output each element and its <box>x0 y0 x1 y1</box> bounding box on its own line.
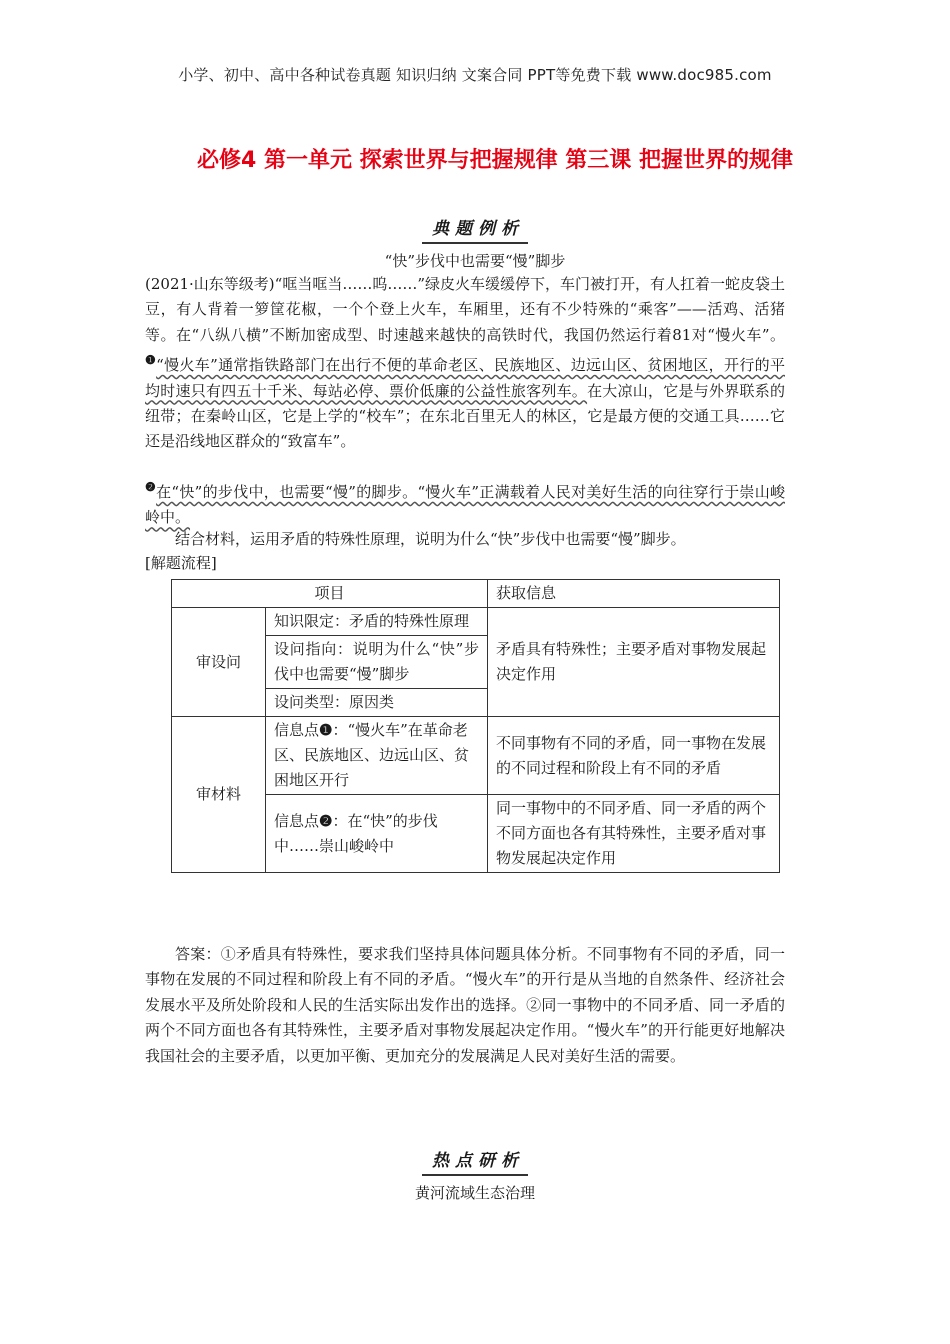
table-cell: 设问类型：原因类 <box>266 689 488 717</box>
hotspot-subtitle: 黄河流域生态治理 <box>414 1184 535 1202</box>
info-point-text: ：在“快”的步伐中……崇山峻岭中 <box>274 811 438 855</box>
category-material: 审材料 <box>172 717 266 873</box>
table-cell <box>266 795 488 873</box>
info-point-text: ：“慢火车”在革命老区、民族地区、边远山区、贫困地区开行 <box>274 721 470 789</box>
page-title: 必修4 第一单元 探索世界与把握规律 第三课 把握世界的规律 <box>197 148 793 173</box>
table-header-row <box>172 580 780 608</box>
table-cell-info: 不同事物有不同的矛盾，同一事物在发展的不同过程和阶段上有不同的矛盾 <box>488 717 780 795</box>
table-row <box>172 717 780 795</box>
info-point-label: 信息点 <box>274 721 320 739</box>
table-cell-info: 同一事物中的不同矛盾、同一矛盾的两个不同方面也各有其特殊性，主要矛盾对事物发展起决定作用 <box>488 795 780 873</box>
category-question: 审设问 <box>172 608 266 717</box>
circled-1-icon: ❶ <box>319 721 333 739</box>
solution-table <box>171 579 780 873</box>
question-text: 结合材料，运用矛盾的特殊性原理，说明为什么“快”步伐中也需要“慢”脚步。 <box>175 530 686 548</box>
page-header: 小学、初中、高中各种试卷真题 知识归纳 文案合同 PPT等免费下载 www.doc985.com <box>178 66 772 84</box>
material-paragraph <box>145 272 785 455</box>
marker-1-icon: ❶ <box>145 353 157 368</box>
answer-text: 答案：①矛盾具有特殊性，要求我们坚持具体问题具体分析。不同事物有不同的矛盾，同一事物在发展的不同过程和阶段上有不同的矛盾。“慢火车”的开行是从当地的自然条件、经济社会发展水平及所处阶段和人民的生活实际出发作出的选择。②同一事物中的不同矛盾、同一矛盾的两个不同方面也各有其特殊性，主要矛盾对事物发展起决定作用。“慢火车”的开行能更好地解决我国社会的主要矛盾，以更加平衡、更加充分的发展满足人民对美好生活的需要。 <box>145 945 785 1065</box>
table-header-info: 获取信息 <box>488 580 780 608</box>
table-cell <box>266 717 488 795</box>
table-cell-info: 矛盾具有特殊性；主要矛盾对事物发展起决定作用 <box>488 608 780 717</box>
circled-2-icon: ❷ <box>319 811 333 830</box>
section-heading-hotspot <box>0 1146 950 1176</box>
table-row <box>172 608 780 636</box>
table-header-item: 项目 <box>172 580 488 608</box>
material-tail: 在大凉山，它是与外界联系的纽带；在秦岭山区，它是上学的“校车”；在东北百里无人的林区，它是最方便的交通工具……它还是沿线地区群众的“致富车”。 <box>145 381 785 451</box>
section-heading-examples-text: 典题例析 <box>422 214 528 244</box>
material-marked-2: 在“快”的步伐中，也需要“慢”的脚步。“慢火车”正满载着人民对美好生活的向往穿行于崇山峻岭中。 <box>145 483 785 527</box>
marker-2-icon: ❷ <box>145 480 157 494</box>
material-marked-1: “慢火车”通常指铁路部门在出行不便的革命老区、民族地区、边远山区、贫困地区，开行的平均时速只有四五十千米、每站必停、票价低廉的公益性旅客列车。 <box>145 356 785 400</box>
process-label: [解题流程] <box>145 554 217 572</box>
table-cell: 知识限定：矛盾的特殊性原理 <box>266 608 488 636</box>
section-heading-hotspot-text: 热点研析 <box>422 1146 528 1176</box>
table-cell: 设问指向：说明为什么“快”步伐中也需要“慢”脚步 <box>266 636 488 689</box>
material-intro: (2021·山东等级考)“哐当哐当……呜……”绿皮火车缓缓停下，车门被打开，有人扛着一蛇皮袋土豆，有人背着一箩筐花椒，一个个登上火车，车厢里，还有不少特殊的“乘客”——活鸡、活猪等。在“八纵八横”不断加密成型、时速越来越快的高铁时代，我国仍然运行着81对“慢火车”。 <box>145 275 785 344</box>
material-paragraph-2 <box>145 475 785 531</box>
example-subtitle: “快”步伐中也需要“慢”脚步 <box>384 252 566 270</box>
section-heading-examples <box>0 214 950 244</box>
info-point-label: 信息点 <box>274 811 320 830</box>
